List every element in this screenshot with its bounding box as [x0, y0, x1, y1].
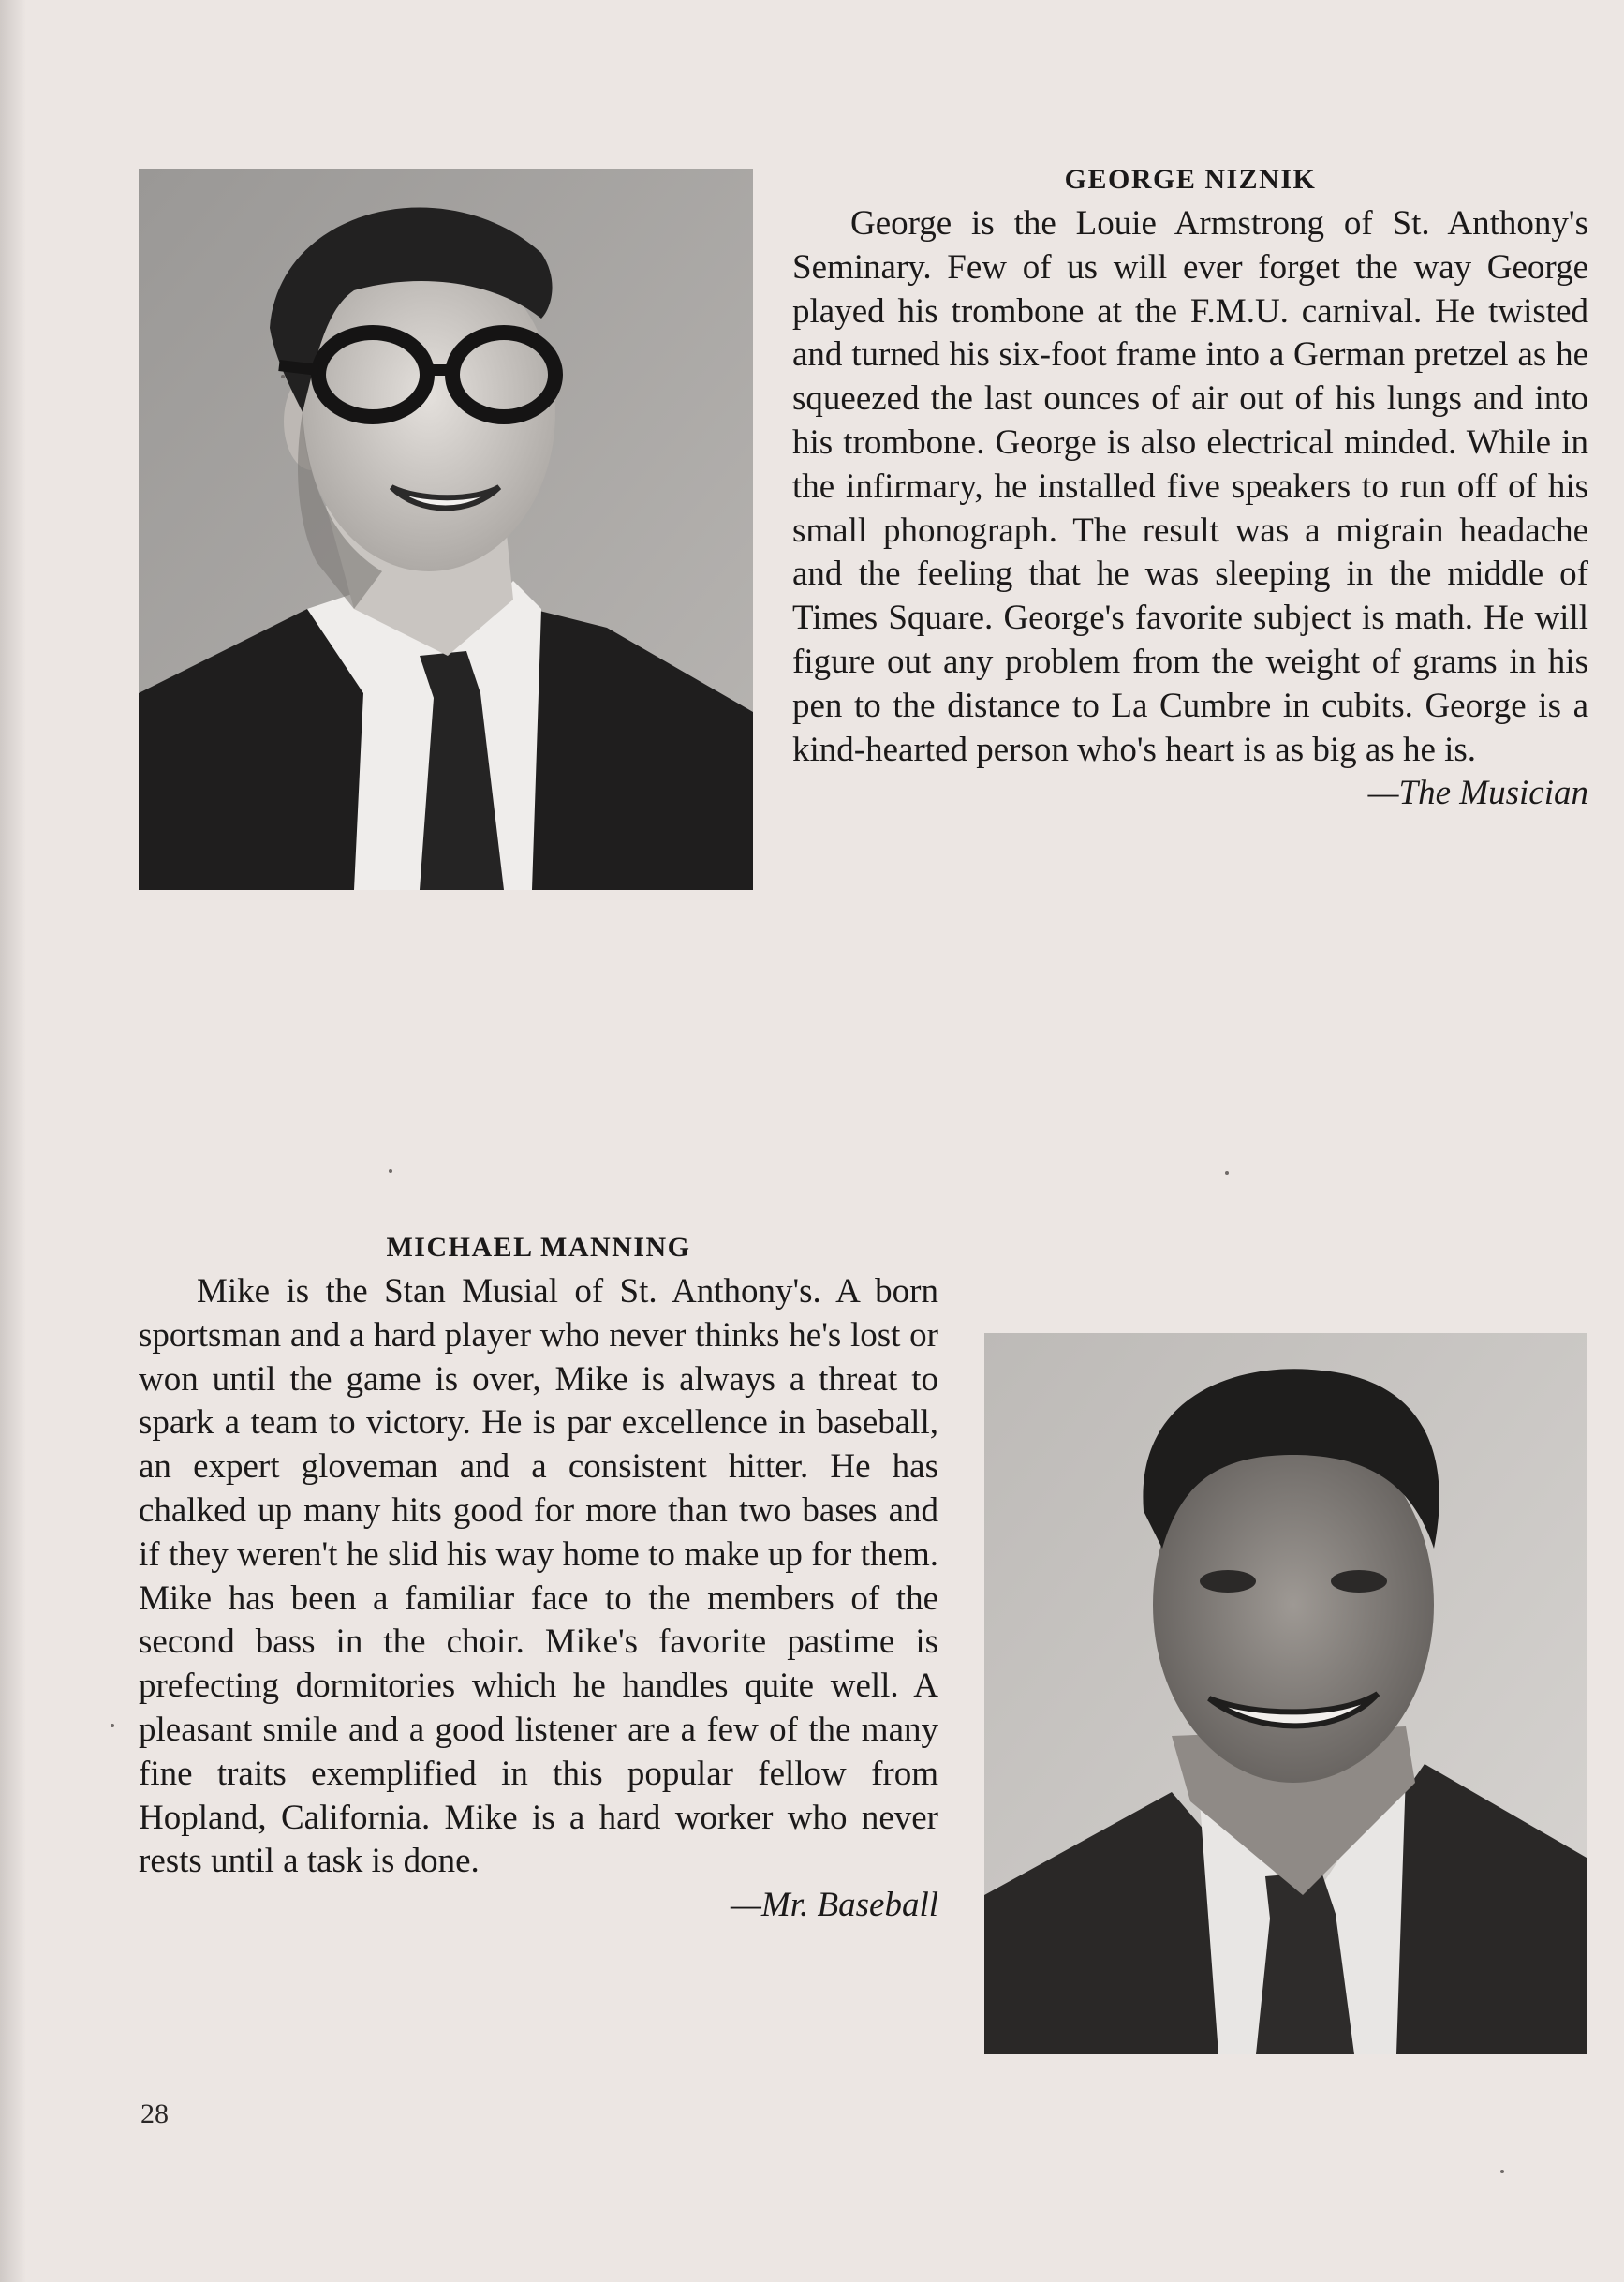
page-binding-shadow: [0, 0, 26, 2282]
name-heading: GEORGE NIZNIK: [1064, 164, 1317, 195]
paper-speck: [281, 375, 285, 378]
bio-george-niznik: [792, 161, 1588, 816]
portrait-photo-michael-manning: [984, 1333, 1587, 2054]
portrait-photo-george-niznik: [139, 169, 753, 890]
paper-speck: [389, 1169, 392, 1173]
bio-text: Mike is the Stan Musial of St. Anthony's. A born sportsman and a hard player who never thinks he's lost or won until the game is over, Mike is always a threat to spark a team to victory. He is par excellence in baseball, an expert gloveman and a consistent hitter. He has chalked up many hits good for more than two bases and if they weren't he slid his way home to make up for them. Mike has been a familiar face to the members of the second bass in the choir. Mike's favorite pastime is prefecting dormitories which he handles quite well. A pleasant smile and a good listener are a few of the many fine traits exemplified in this popular fellow from Hopland, California. Mike is a hard worker who never rests until a task is done.: [139, 1272, 938, 1881]
nickname-signature: —Mr. Baseball: [731, 1886, 938, 1925]
name-heading: MICHAEL MANNING: [386, 1232, 691, 1263]
page-number: 28: [140, 2098, 169, 2129]
nickname-signature: —The Musician: [1367, 774, 1588, 813]
paper-speck: [1500, 2170, 1504, 2173]
bio-text: George is the Louie Armstrong of St. Anthony's Seminary. Few of us will ever forget the way George played his trombone at the F.M.U. carnival. He twisted and turned his six-foot frame into a German pretzel as he squeezed the last ounces of air out of his lungs and into his trombone. George is also electrical minded. While in the infirmary, he installed five speakers to run off of his small phonograph. The result was a migrain headache and the feeling that he was sleeping in the middle of Times Square. George's favorite subject is math. He will figure out any problem from the weight of grams in his pen to the distance to La Cumbre in cubits. George is a kind-hearted person who's heart is as big as he is.: [792, 204, 1588, 769]
bio-michael-manning: [139, 1229, 938, 1928]
paper-speck: [111, 1724, 114, 1727]
paper-speck: [1225, 1171, 1229, 1175]
